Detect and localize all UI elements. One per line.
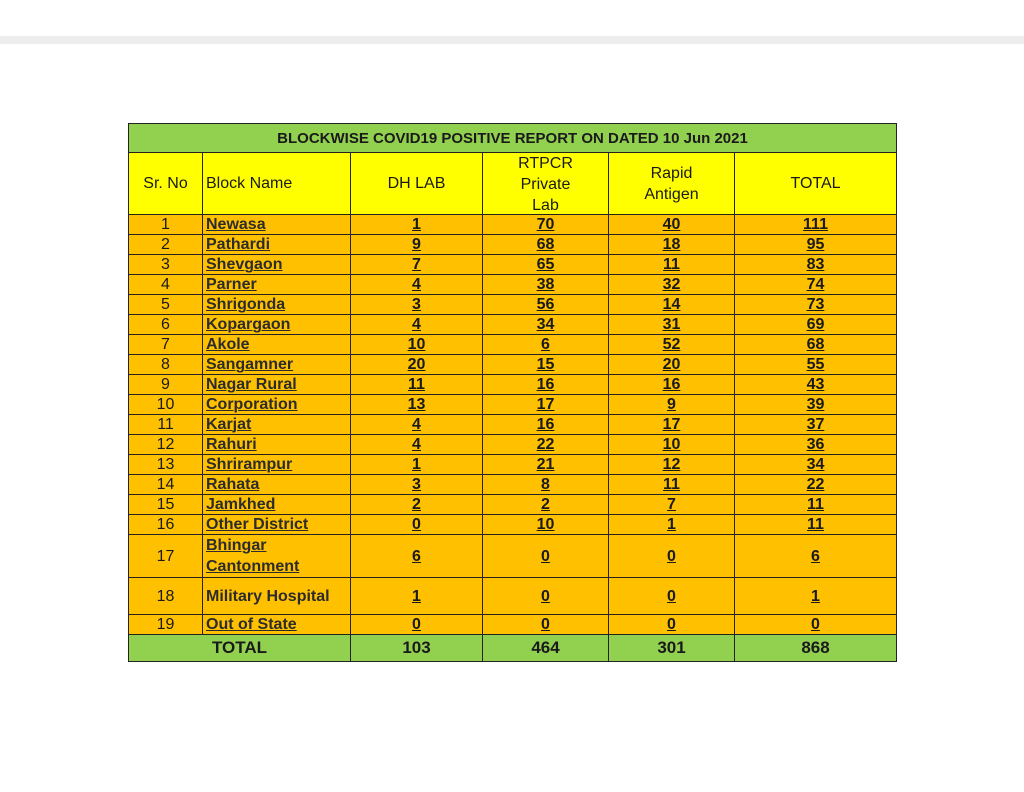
row-rapid: 0	[609, 535, 735, 578]
row-rtpcr: 34	[483, 315, 609, 335]
row-sr-no: 14	[129, 475, 203, 495]
header-sr-no: Sr. No	[129, 153, 203, 215]
header-rtpcr-private-lab	[483, 153, 609, 215]
row-sr-no: 2	[129, 235, 203, 255]
total-total: 868	[735, 635, 897, 662]
row-block-name: Akole	[203, 335, 351, 355]
top-band	[0, 36, 1024, 44]
total-rtpcr: 464	[483, 635, 609, 662]
row-dh-lab: 1	[351, 455, 483, 475]
row-dh-lab: 4	[351, 415, 483, 435]
row-dh-lab: 10	[351, 335, 483, 355]
row-total: 68	[735, 335, 897, 355]
title-row	[129, 124, 897, 153]
row-rtpcr: 10	[483, 515, 609, 535]
row-dh-lab: 4	[351, 435, 483, 455]
row-rapid: 10	[609, 435, 735, 455]
header-rapid-antigen	[609, 153, 735, 215]
report-title: BLOCKWISE COVID19 POSITIVE REPORT ON DATED 10 Jun 2021	[129, 124, 897, 153]
row-total: 11	[735, 495, 897, 515]
row-rapid: 12	[609, 455, 735, 475]
row-rtpcr: 56	[483, 295, 609, 315]
row-sr-no: 4	[129, 275, 203, 295]
row-sr-no: 3	[129, 255, 203, 275]
row-block-name: Kopargaon	[203, 315, 351, 335]
header-rapid-line1: Rapid	[650, 164, 693, 182]
row-sr-no: 19	[129, 615, 203, 635]
row-rapid: 0	[609, 578, 735, 615]
row-block-name: Other District	[203, 515, 351, 535]
table-row	[129, 578, 897, 615]
row-total: 69	[735, 315, 897, 335]
row-total: 55	[735, 355, 897, 375]
row-sr-no: 17	[129, 535, 203, 578]
row-rapid: 1	[609, 515, 735, 535]
row-rtpcr: 38	[483, 275, 609, 295]
table-row	[129, 535, 897, 578]
row-dh-lab: 7	[351, 255, 483, 275]
row-dh-lab: 4	[351, 275, 483, 295]
row-block-name: Shrigonda	[203, 295, 351, 315]
row-sr-no: 5	[129, 295, 203, 315]
table-row	[129, 275, 897, 295]
row-rtpcr: 0	[483, 578, 609, 615]
row-block-name: Shevgaon	[203, 255, 351, 275]
table-row	[129, 375, 897, 395]
row-block-name: Nagar Rural	[203, 375, 351, 395]
row-total: 74	[735, 275, 897, 295]
row-rtpcr: 8	[483, 475, 609, 495]
row-block-name: Rahuri	[203, 435, 351, 455]
header-dh-lab: DH LAB	[351, 153, 483, 215]
row-dh-lab: 13	[351, 395, 483, 415]
row-rapid: 16	[609, 375, 735, 395]
row-block-name: Jamkhed	[203, 495, 351, 515]
row-total: 73	[735, 295, 897, 315]
row-block-name: Bhingar Cantonment	[203, 535, 351, 578]
row-rapid: 40	[609, 215, 735, 235]
row-dh-lab: 9	[351, 235, 483, 255]
row-rapid: 11	[609, 255, 735, 275]
row-block-name: Shrirampur	[203, 455, 351, 475]
row-dh-lab: 0	[351, 615, 483, 635]
table-row	[129, 495, 897, 515]
row-total: 37	[735, 415, 897, 435]
covid-report-table	[128, 123, 897, 662]
total-dh-lab: 103	[351, 635, 483, 662]
row-block-name: Military Hospital	[203, 578, 351, 615]
row-rtpcr: 15	[483, 355, 609, 375]
row-total: 11	[735, 515, 897, 535]
header-rtpcr-line1: RTPCR	[518, 155, 573, 172]
row-block-name: Sangamner	[203, 355, 351, 375]
table-row	[129, 215, 897, 235]
table-row	[129, 515, 897, 535]
row-rapid: 0	[609, 615, 735, 635]
row-rtpcr: 0	[483, 535, 609, 578]
header-total: TOTAL	[735, 153, 897, 215]
row-dh-lab: 20	[351, 355, 483, 375]
row-rtpcr: 2	[483, 495, 609, 515]
row-sr-no: 16	[129, 515, 203, 535]
row-rtpcr: 16	[483, 415, 609, 435]
row-rapid: 11	[609, 475, 735, 495]
row-sr-no: 9	[129, 375, 203, 395]
row-total: 95	[735, 235, 897, 255]
row-dh-lab: 1	[351, 578, 483, 615]
row-total: 34	[735, 455, 897, 475]
table-row	[129, 255, 897, 275]
row-sr-no: 7	[129, 335, 203, 355]
row-sr-no: 6	[129, 315, 203, 335]
row-dh-lab: 3	[351, 475, 483, 495]
row-block-name: Karjat	[203, 415, 351, 435]
row-block-name: Parner	[203, 275, 351, 295]
header-rtpcr-line3: Lab	[532, 197, 559, 214]
header-row	[129, 153, 897, 215]
row-rtpcr: 6	[483, 335, 609, 355]
header-rapid-line2: Antigen	[644, 185, 699, 203]
row-total: 1	[735, 578, 897, 615]
row-rapid: 31	[609, 315, 735, 335]
row-sr-no: 12	[129, 435, 203, 455]
row-sr-no: 10	[129, 395, 203, 415]
row-sr-no: 11	[129, 415, 203, 435]
table-row	[129, 615, 897, 635]
row-block-name: Rahata	[203, 475, 351, 495]
row-sr-no: 1	[129, 215, 203, 235]
row-dh-lab: 0	[351, 515, 483, 535]
row-rtpcr: 22	[483, 435, 609, 455]
table-row	[129, 455, 897, 475]
row-total: 111	[735, 215, 897, 235]
row-total: 39	[735, 395, 897, 415]
row-block-name: Corporation	[203, 395, 351, 415]
row-total: 6	[735, 535, 897, 578]
row-rapid: 14	[609, 295, 735, 315]
row-total: 0	[735, 615, 897, 635]
total-row	[129, 635, 897, 662]
table-row	[129, 295, 897, 315]
row-dh-lab: 4	[351, 315, 483, 335]
row-block-name: Pathardi	[203, 235, 351, 255]
table-row	[129, 395, 897, 415]
row-rapid: 7	[609, 495, 735, 515]
row-sr-no: 18	[129, 578, 203, 615]
row-rtpcr: 16	[483, 375, 609, 395]
table-row	[129, 355, 897, 375]
total-rapid: 301	[609, 635, 735, 662]
row-dh-lab: 1	[351, 215, 483, 235]
row-sr-no: 8	[129, 355, 203, 375]
table-row	[129, 315, 897, 335]
row-rapid: 9	[609, 395, 735, 415]
row-rapid: 32	[609, 275, 735, 295]
row-rapid: 20	[609, 355, 735, 375]
row-total: 43	[735, 375, 897, 395]
table-row	[129, 235, 897, 255]
row-dh-lab: 3	[351, 295, 483, 315]
row-sr-no: 15	[129, 495, 203, 515]
table-row	[129, 415, 897, 435]
row-rtpcr: 0	[483, 615, 609, 635]
row-rtpcr: 70	[483, 215, 609, 235]
row-rtpcr: 17	[483, 395, 609, 415]
row-total: 22	[735, 475, 897, 495]
row-rapid: 18	[609, 235, 735, 255]
row-sr-no: 13	[129, 455, 203, 475]
header-block-name: Block Name	[203, 153, 351, 215]
row-total: 83	[735, 255, 897, 275]
table-row	[129, 475, 897, 495]
row-total: 36	[735, 435, 897, 455]
row-block-name: Newasa	[203, 215, 351, 235]
row-dh-lab: 6	[351, 535, 483, 578]
row-dh-lab: 2	[351, 495, 483, 515]
row-rapid: 52	[609, 335, 735, 355]
row-dh-lab: 11	[351, 375, 483, 395]
header-rtpcr-line2: Private	[520, 176, 571, 193]
row-rtpcr: 65	[483, 255, 609, 275]
row-rapid: 17	[609, 415, 735, 435]
table-row	[129, 435, 897, 455]
total-label: TOTAL	[129, 635, 351, 662]
row-block-name: Out of State	[203, 615, 351, 635]
row-rtpcr: 68	[483, 235, 609, 255]
table-row	[129, 335, 897, 355]
row-rtpcr: 21	[483, 455, 609, 475]
